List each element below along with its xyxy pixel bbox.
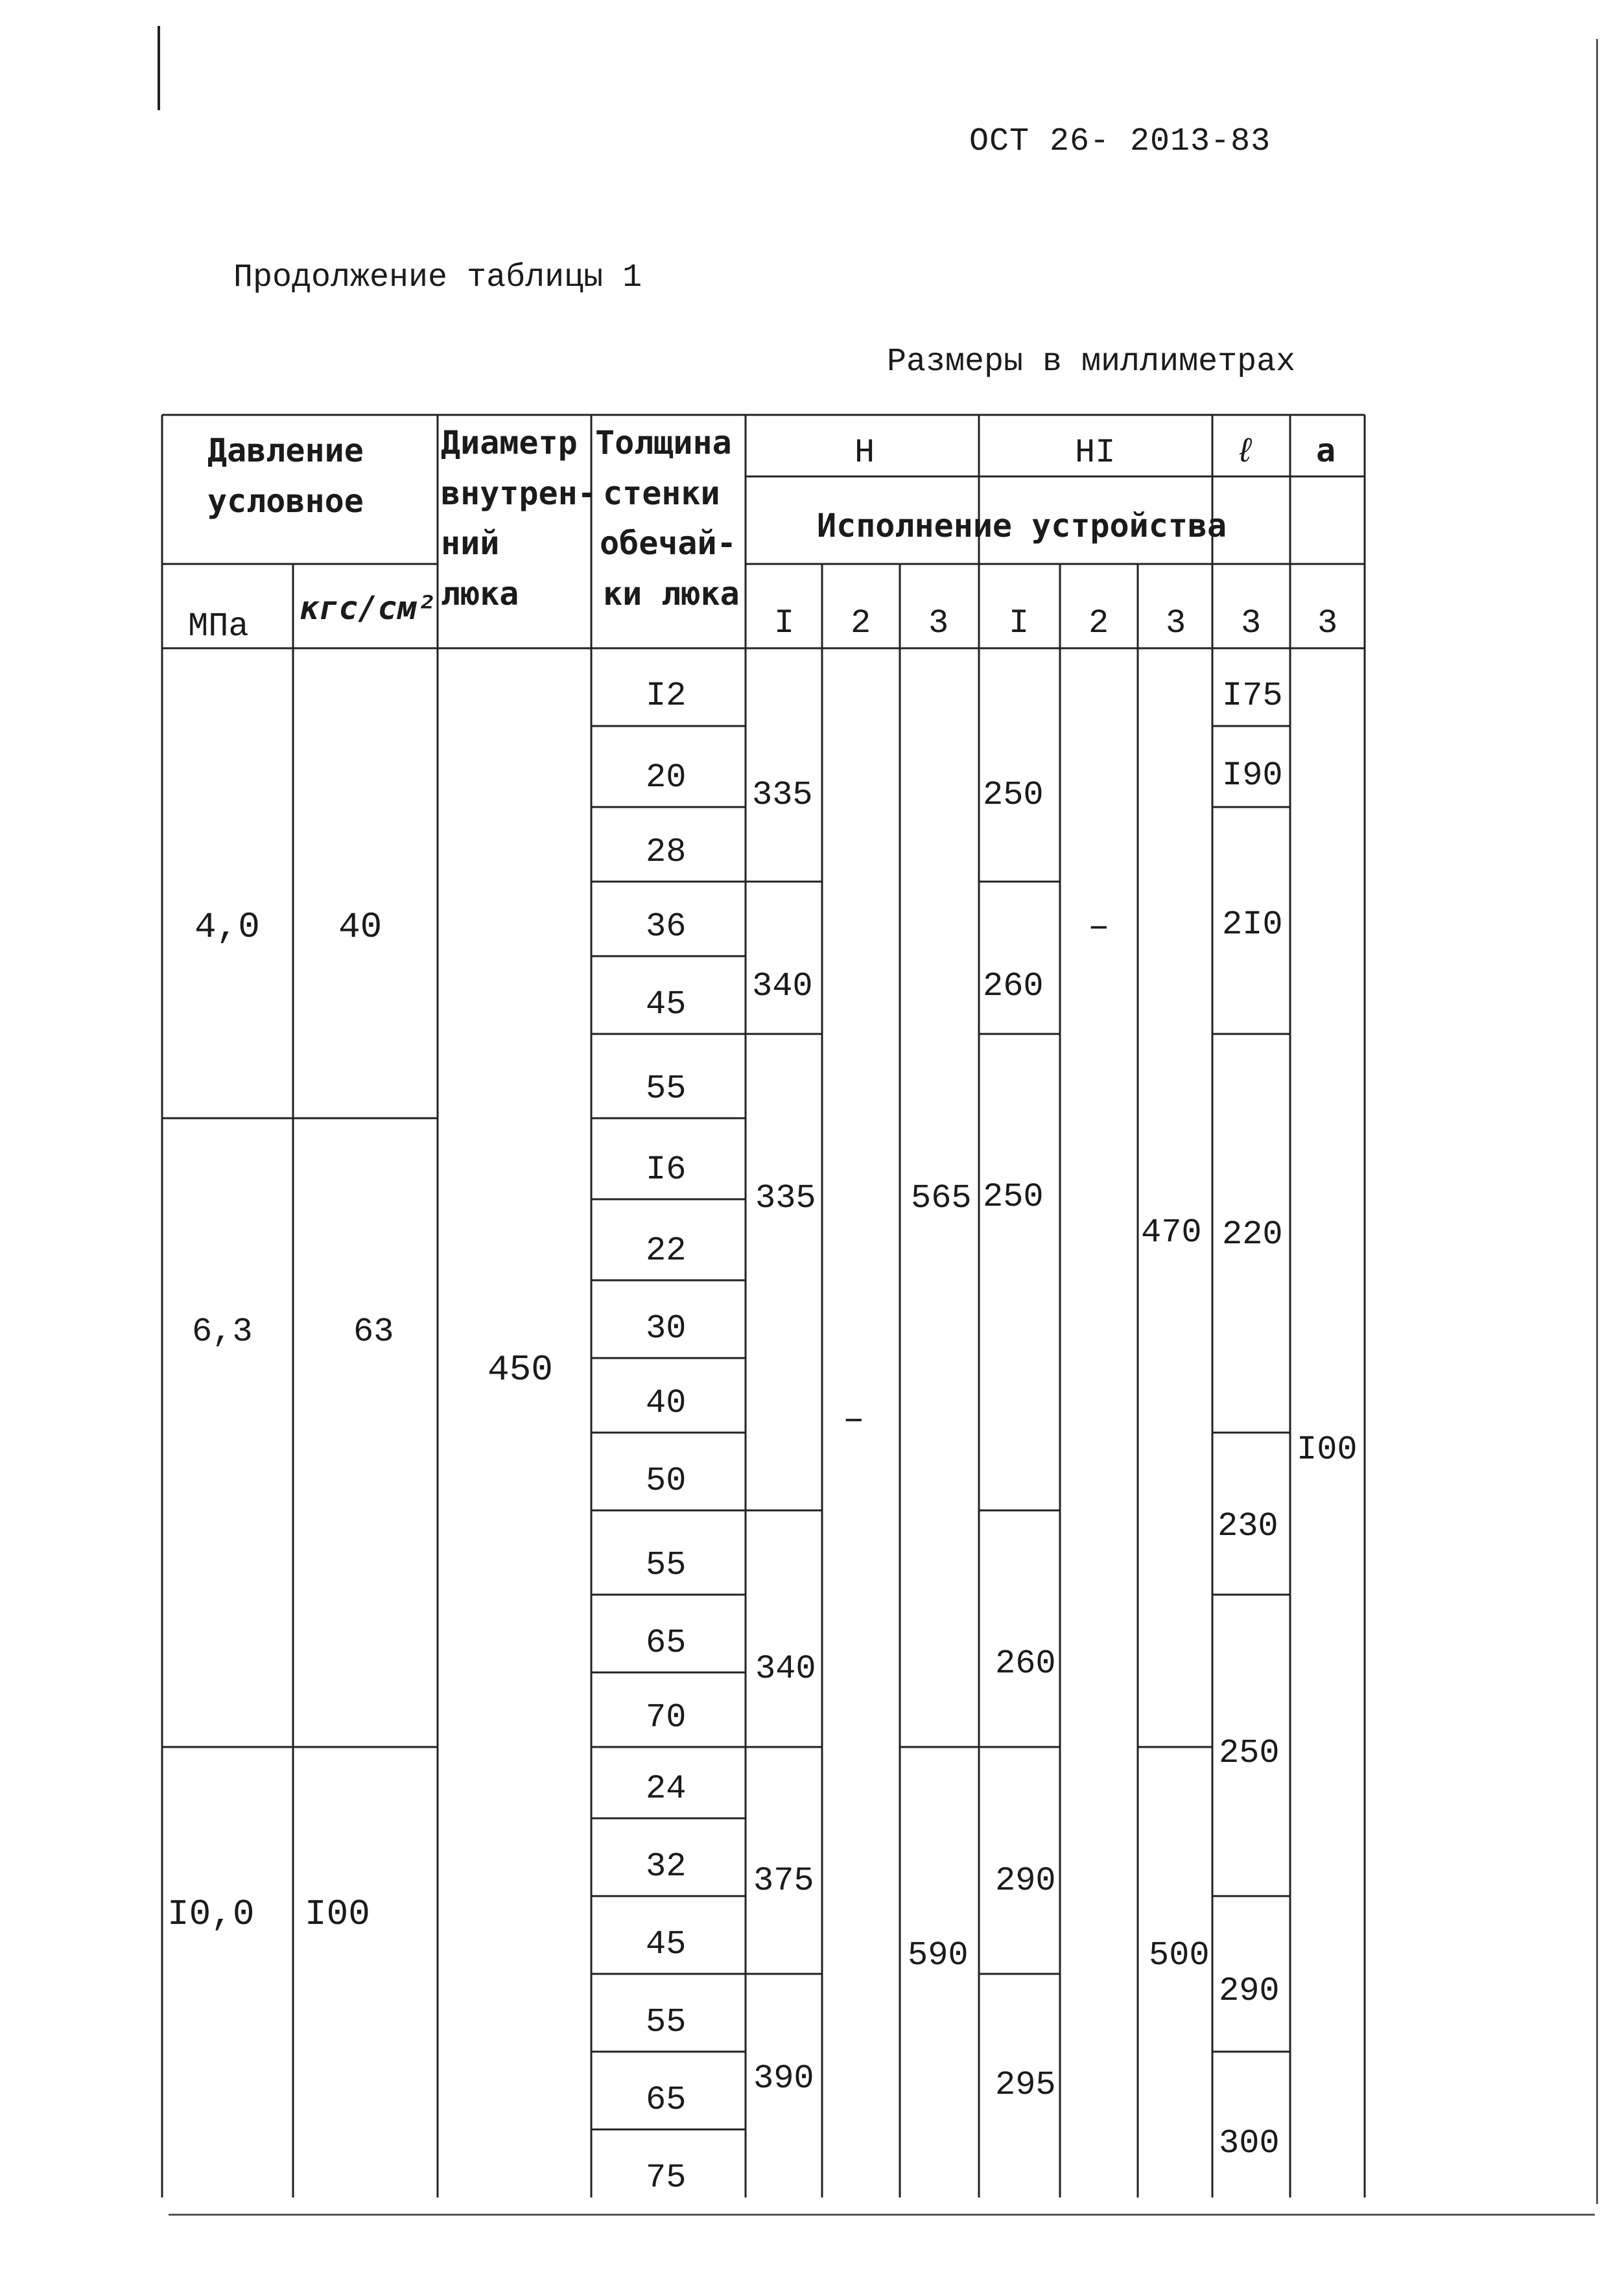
document-number: ОСТ 26- 2013-83 bbox=[969, 123, 1271, 160]
thickness-value: 50 bbox=[646, 1462, 687, 1500]
H-variant1-value: 375 bbox=[753, 1862, 814, 1900]
thickness-value: 70 bbox=[646, 1698, 687, 1737]
thickness-value: 36 bbox=[646, 908, 687, 946]
header-H1: HI bbox=[1075, 434, 1116, 472]
thickness-value: 30 bbox=[646, 1309, 687, 1348]
header-diameter-line3: ний bbox=[441, 524, 500, 562]
header-variant-a-3: 3 bbox=[1317, 604, 1338, 642]
l-value: 230 bbox=[1218, 1507, 1278, 1545]
thickness-value: 20 bbox=[646, 758, 687, 797]
l-value: 220 bbox=[1222, 1215, 1283, 1254]
header-diameter-line1: Диаметр bbox=[441, 424, 578, 462]
header-variant-H-2: 2 bbox=[851, 604, 871, 642]
HI-variant1-value: 290 bbox=[995, 1862, 1056, 1900]
header-variant-l-3: 3 bbox=[1241, 604, 1262, 642]
header-a: a bbox=[1316, 432, 1336, 469]
thickness-value: 55 bbox=[646, 1070, 687, 1108]
header-thickness-line1: Толщина bbox=[595, 424, 732, 462]
header-variant-HI-2: 2 bbox=[1089, 604, 1109, 642]
a-value: I00 bbox=[1297, 1431, 1358, 1469]
l-value: 2I0 bbox=[1222, 906, 1283, 944]
header-diameter-line2: внутрен- bbox=[441, 475, 597, 512]
HI-variant2-dash: – bbox=[1088, 906, 1110, 948]
header-mpa: МПа bbox=[188, 607, 249, 646]
header-variant-HI-1: I bbox=[1009, 604, 1030, 642]
thickness-value: 55 bbox=[646, 1546, 687, 1584]
pressure-mpa-2: 6,3 bbox=[192, 1313, 253, 1351]
thickness-value: 65 bbox=[646, 2081, 687, 2119]
thickness-value: 75 bbox=[646, 2159, 687, 2197]
H-variant1-value: 340 bbox=[752, 967, 813, 1005]
HI-variant1-value: 260 bbox=[995, 1645, 1056, 1683]
header-thickness-line3: обечай- bbox=[600, 524, 736, 562]
header-pressure-line2: условное bbox=[207, 482, 364, 520]
thickness-value: I2 bbox=[646, 677, 687, 715]
thickness-value: 55 bbox=[646, 2003, 687, 2041]
thickness-value: 32 bbox=[646, 1847, 687, 1886]
header-diameter-line4: люка bbox=[441, 575, 519, 613]
HI-variant1-value: 250 bbox=[983, 776, 1044, 814]
l-value: I75 bbox=[1222, 677, 1283, 715]
pressure-kgf-1: 40 bbox=[338, 906, 382, 948]
l-value: 250 bbox=[1219, 1734, 1280, 1772]
header-execution: Исполнение устройства bbox=[817, 507, 1227, 545]
H-variant1-value: 340 bbox=[755, 1650, 816, 1688]
thickness-value: 24 bbox=[646, 1770, 687, 1808]
header-thickness-line4: ки люка bbox=[603, 575, 740, 613]
header-kgf: кгс/см² bbox=[300, 589, 436, 627]
H-variant3-value: 565 bbox=[911, 1179, 972, 1217]
pressure-mpa-1: 4,0 bbox=[194, 906, 260, 948]
H-variant1-value: 335 bbox=[755, 1179, 816, 1217]
pressure-kgf-3: I00 bbox=[305, 1893, 370, 1935]
pressure-mpa-3: I0,0 bbox=[167, 1893, 255, 1935]
HI-variant3-value: 470 bbox=[1141, 1213, 1202, 1252]
HI-variant3-value: 500 bbox=[1149, 1936, 1210, 1975]
header-variant-H-1: I bbox=[774, 604, 795, 642]
thickness-value: I6 bbox=[646, 1151, 687, 1189]
header-variant-HI-3: 3 bbox=[1166, 604, 1186, 642]
header-pressure-line1: Давление bbox=[207, 432, 364, 469]
header-variant-H-3: 3 bbox=[928, 604, 949, 642]
thickness-value: 65 bbox=[646, 1624, 687, 1662]
thickness-value: 22 bbox=[646, 1232, 687, 1270]
H-variant1-value: 335 bbox=[752, 776, 813, 814]
l-value: 290 bbox=[1219, 1972, 1280, 2010]
header-l: ℓ bbox=[1235, 434, 1256, 472]
HI-variant1-value: 260 bbox=[983, 967, 1044, 1005]
HI-variant1-value: 295 bbox=[995, 2066, 1056, 2104]
header-thickness-line2: стенки bbox=[603, 475, 720, 512]
thickness-value: 45 bbox=[646, 985, 687, 1024]
H-variant3-value: 590 bbox=[908, 1936, 969, 1975]
l-value: 300 bbox=[1219, 2124, 1280, 2163]
thickness-value: 28 bbox=[646, 833, 687, 871]
pressure-kgf-2: 63 bbox=[353, 1313, 394, 1351]
diameter-value: 450 bbox=[488, 1349, 553, 1390]
thickness-value: 45 bbox=[646, 1925, 687, 1963]
HI-variant1-value: 250 bbox=[983, 1178, 1044, 1216]
l-value: I90 bbox=[1222, 756, 1283, 795]
table-continuation-caption: Продолжение таблицы 1 bbox=[233, 259, 642, 296]
H-variant2-dash: – bbox=[843, 1399, 865, 1440]
H-variant1-value: 390 bbox=[753, 2059, 814, 2098]
units-note: Размеры в миллиметрах bbox=[887, 344, 1296, 381]
thickness-value: 40 bbox=[646, 1384, 687, 1422]
header-H: H bbox=[854, 434, 875, 472]
